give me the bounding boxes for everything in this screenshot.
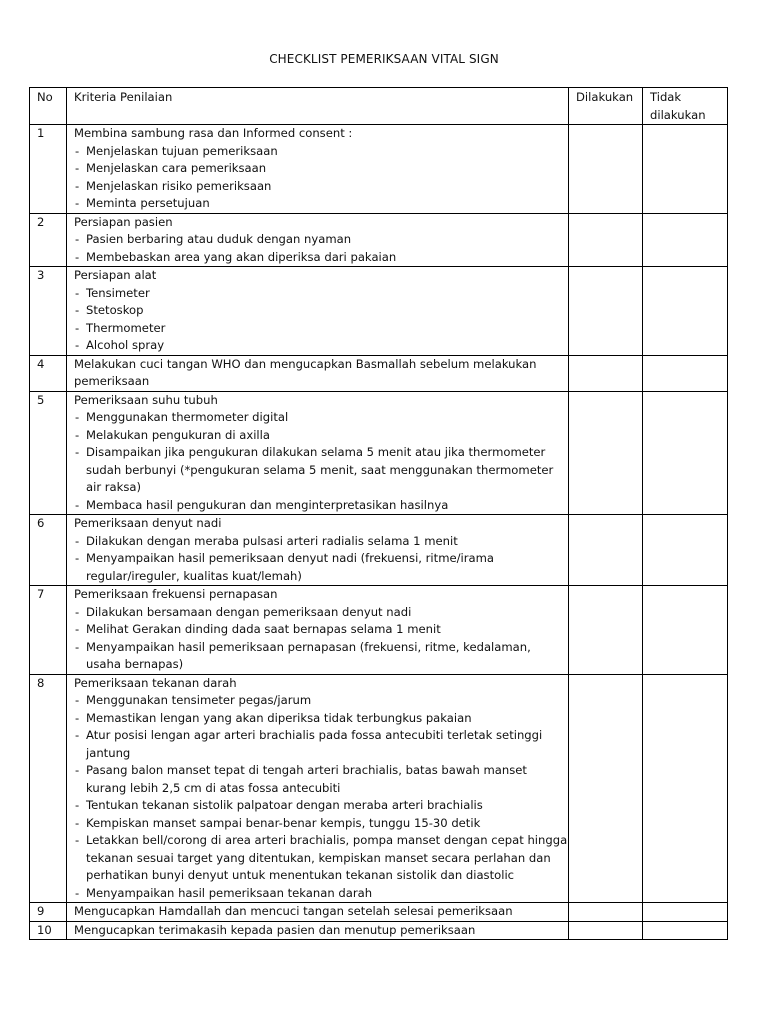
criteria-cell (67, 586, 569, 675)
criteria-cell (67, 125, 569, 214)
row-number: 2 (30, 213, 67, 267)
criteria-cell (67, 213, 569, 267)
criteria-item-text: Menggunakan tensimeter pegas/jarum (86, 693, 312, 707)
criteria-item-text: Menjelaskan tujuan pemeriksaan (86, 143, 278, 158)
criteria-title: Pemeriksaan denyut nadi (74, 516, 222, 530)
tidak-dilakukan-checkbox-cell[interactable] (643, 267, 728, 356)
dilakukan-checkbox-cell[interactable] (569, 921, 643, 940)
criteria-item: - Menjelaskan risiko pemeriksaan (75, 178, 272, 193)
criteria-cell (67, 391, 569, 515)
criteria-item: - Stetoskop (75, 303, 144, 317)
header-tidak-dilakukan: Tidak dilakukan (643, 88, 728, 125)
criteria-item: - Alcohol spray (75, 338, 165, 352)
table-row (30, 213, 728, 267)
dilakukan-checkbox-cell[interactable] (569, 515, 643, 586)
table-row (30, 586, 728, 675)
criteria-item: - Menjelaskan cara pemeriksaan (75, 161, 267, 175)
table-row (30, 125, 728, 214)
tidak-dilakukan-checkbox-cell[interactable] (643, 125, 728, 214)
criteria-title: Mengucapkan Hamdallah dan mencuci tangan setelah selesai pemeriksaan (74, 904, 513, 918)
row-number: 7 (30, 586, 67, 675)
criteria-item: - Melakukan pengukuran di axilla (75, 427, 270, 442)
dilakukan-checkbox-cell[interactable] (569, 674, 643, 903)
tidak-dilakukan-checkbox-cell[interactable] (643, 921, 728, 940)
dilakukan-checkbox-cell[interactable] (569, 125, 643, 214)
criteria-item-text: Letakkan bell/corong di area arteri brachialis, pompa manset dengan cepat hingga tekanan sesuai target yang ditentukan, kempiskan manset secara perlahan dan perhatikan bunyi denyut untuk menentukan tekanan sistolik dan diastolic (86, 833, 568, 882)
criteria-item: - Atur posisi lengan agar arteri brachialis pada fossa antecubiti terletak setinggi jantung (75, 728, 543, 760)
dilakukan-checkbox-cell[interactable] (569, 903, 643, 922)
criteria-item: - Letakkan bell/corong di area arteri brachialis, pompa manset dengan cepat hingga tekanan sesuai target yang ditentukan, kempiskan manset secara perlahan dan perhatikan bunyi denyut untuk menentukan tekanan sistolik dan diastolic (75, 833, 568, 882)
criteria-item-text: Tentukan tekanan sistolik palpatoar dengan meraba arteri brachialis (86, 798, 483, 812)
checklist-table (29, 87, 728, 940)
criteria-item: - Meminta persetujuan (75, 196, 210, 210)
criteria-cell (67, 515, 569, 586)
criteria-item-text: Disampaikan jika pengukuran dilakukan selama 5 menit atau jika thermometer sudah berbunyi (*pengukuran selama 5 menit, saat menggunakan thermometer air raksa) (86, 445, 554, 494)
criteria-item: - Memastikan lengan yang akan diperiksa tidak terbungkus pakaian (75, 710, 472, 725)
criteria-item: - Kempiskan manset sampai benar-benar kempis, tunggu 15-30 detik (75, 815, 481, 830)
criteria-cell (67, 355, 569, 391)
criteria-item-text: Pasien berbaring atau duduk dengan nyaman (86, 232, 352, 246)
row-number: 10 (30, 921, 67, 940)
criteria-item-text: Alcohol spray (86, 338, 165, 352)
criteria-item: - Menyampaikan hasil pemeriksaan tekanan darah (75, 885, 373, 900)
criteria-item: - Menjelaskan tujuan pemeriksaan (75, 143, 278, 158)
dilakukan-checkbox-cell[interactable] (569, 586, 643, 675)
criteria-item-text: Pasang balon manset tepat di tengah arteri brachialis, batas bawah manset kurang lebih 2,5 cm di atas fossa antecubiti (86, 763, 527, 795)
criteria-cell (67, 267, 569, 356)
criteria-item-text: Atur posisi lengan agar arteri brachialis pada fossa antecubiti terletak setinggi jantung (86, 728, 543, 760)
tidak-dilakukan-checkbox-cell[interactable] (643, 903, 728, 922)
tidak-dilakukan-checkbox-cell[interactable] (643, 355, 728, 391)
checklist-body (30, 125, 728, 940)
tidak-dilakukan-checkbox-cell[interactable] (643, 586, 728, 675)
criteria-title: Persiapan pasien (74, 214, 173, 229)
dilakukan-checkbox-cell[interactable] (569, 267, 643, 356)
row-number: 9 (30, 903, 67, 922)
criteria-item: - Menyampaikan hasil pemeriksaan denyut nadi (frekuensi, ritme/irama regular/ireguler, kualitas kuat/lemah) (75, 551, 495, 583)
criteria-item: - Membaca hasil pengukuran dan menginterpretasikan hasilnya (75, 497, 449, 512)
criteria-item-text: Membaca hasil pengukuran dan menginterpretasikan hasilnya (86, 497, 449, 512)
criteria-item-text: Menjelaskan cara pemeriksaan (86, 161, 267, 175)
criteria-item-text: Meminta persetujuan (86, 196, 210, 210)
tidak-dilakukan-checkbox-cell[interactable] (643, 515, 728, 586)
criteria-item-text: Stetoskop (86, 303, 144, 317)
criteria-item-text: Menyampaikan hasil pemeriksaan tekanan darah (86, 885, 373, 900)
page-title: CHECKLIST PEMERIKSAAN VITAL SIGN (269, 52, 499, 66)
criteria-cell (67, 674, 569, 903)
criteria-item-text: Kempiskan manset sampai benar-benar kempis, tunggu 15-30 detik (86, 815, 481, 830)
criteria-item-text: Melakukan pengukuran di axilla (86, 427, 270, 442)
table-row (30, 391, 728, 515)
criteria-title: Membina sambung rasa dan Informed consent : (74, 126, 353, 140)
row-number: 1 (30, 125, 67, 214)
table-row (30, 515, 728, 586)
criteria-item-text: Menggunakan thermometer digital (86, 410, 289, 424)
criteria-item: - Tentukan tekanan sistolik palpatoar dengan meraba arteri brachialis (75, 798, 483, 812)
dilakukan-checkbox-cell[interactable] (569, 391, 643, 515)
criteria-item: - Pasien berbaring atau duduk dengan nyaman (75, 232, 352, 246)
dilakukan-checkbox-cell[interactable] (569, 213, 643, 267)
criteria-item: - Menggunakan tensimeter pegas/jarum (75, 693, 312, 707)
criteria-title: Pemeriksaan suhu tubuh (74, 392, 218, 407)
criteria-title: Persiapan alat (74, 268, 157, 282)
criteria-item: - Pasang balon manset tepat di tengah arteri brachialis, batas bawah manset kurang lebih 2,5 cm di atas fossa antecubiti (75, 763, 527, 795)
tidak-dilakukan-checkbox-cell[interactable] (643, 391, 728, 515)
row-number: 6 (30, 515, 67, 586)
criteria-title: Melakukan cuci tangan WHO dan mengucapkan Basmallah sebelum melakukan pemeriksaan (74, 356, 537, 388)
criteria-item-text: Menyampaikan hasil pemeriksaan pernapasan (frekuensi, ritme, kedalaman, usaha bernapas) (86, 639, 531, 671)
criteria-item: - Dilakukan bersamaan dengan pemeriksaan denyut nadi (75, 604, 412, 619)
criteria-item: - Melihat Gerakan dinding dada saat bernapas selama 1 menit (75, 622, 441, 636)
tidak-dilakukan-checkbox-cell[interactable] (643, 674, 728, 903)
criteria-item-text: Dilakukan dengan meraba pulsasi arteri radialis selama 1 menit (86, 533, 458, 548)
criteria-item: - Dilakukan dengan meraba pulsasi arteri radialis selama 1 menit (75, 533, 458, 548)
criteria-item-text: Thermometer (86, 320, 166, 335)
row-number: 8 (30, 674, 67, 903)
criteria-item-text: Tensimeter (86, 285, 150, 300)
table-header-row (30, 88, 728, 125)
row-number: 5 (30, 391, 67, 515)
criteria-cell (67, 921, 569, 940)
dilakukan-checkbox-cell[interactable] (569, 355, 643, 391)
row-number: 3 (30, 267, 67, 356)
table-row (30, 267, 728, 356)
criteria-item-text: Melihat Gerakan dinding dada saat bernapas selama 1 menit (86, 622, 441, 636)
table-row (30, 921, 728, 940)
criteria-title: Pemeriksaan frekuensi pernapasan (74, 587, 278, 601)
criteria-item: - Disampaikan jika pengukuran dilakukan selama 5 menit atau jika thermometer sudah berbunyi (*pengukuran selama 5 menit, saat menggunakan thermometer air raksa) (75, 445, 554, 494)
criteria-item: - Tensimeter (75, 285, 150, 300)
criteria-item: - Menggunakan thermometer digital (75, 410, 289, 424)
criteria-item-text: Menjelaskan risiko pemeriksaan (86, 178, 272, 193)
criteria-item-text: Membebaskan area yang akan diperiksa dari pakaian (86, 249, 397, 264)
criteria-item-text: Memastikan lengan yang akan diperiksa tidak terbungkus pakaian (86, 710, 472, 725)
criteria-item: - Menyampaikan hasil pemeriksaan pernapasan (frekuensi, ritme, kedalaman, usaha bernapas) (75, 639, 531, 671)
header-dilakukan: Dilakukan (569, 88, 643, 125)
table-row (30, 903, 728, 922)
criteria-item: - Membebaskan area yang akan diperiksa dari pakaian (75, 249, 397, 264)
header-no: No (30, 88, 67, 125)
criteria-cell (67, 903, 569, 922)
criteria-item-text: Dilakukan bersamaan dengan pemeriksaan denyut nadi (86, 604, 412, 619)
criteria-item: - Thermometer (75, 320, 166, 335)
tidak-dilakukan-checkbox-cell[interactable] (643, 213, 728, 267)
criteria-title: Mengucapkan terimakasih kepada pasien dan menutup pemeriksaan (74, 922, 476, 937)
header-kriteria: Kriteria Penilaian (67, 88, 569, 125)
criteria-title: Pemeriksaan tekanan darah (74, 675, 237, 690)
table-row (30, 355, 728, 391)
table-row (30, 674, 728, 903)
row-number: 4 (30, 355, 67, 391)
criteria-item-text: Menyampaikan hasil pemeriksaan denyut nadi (frekuensi, ritme/irama regular/ireguler, kualitas kuat/lemah) (86, 551, 495, 583)
